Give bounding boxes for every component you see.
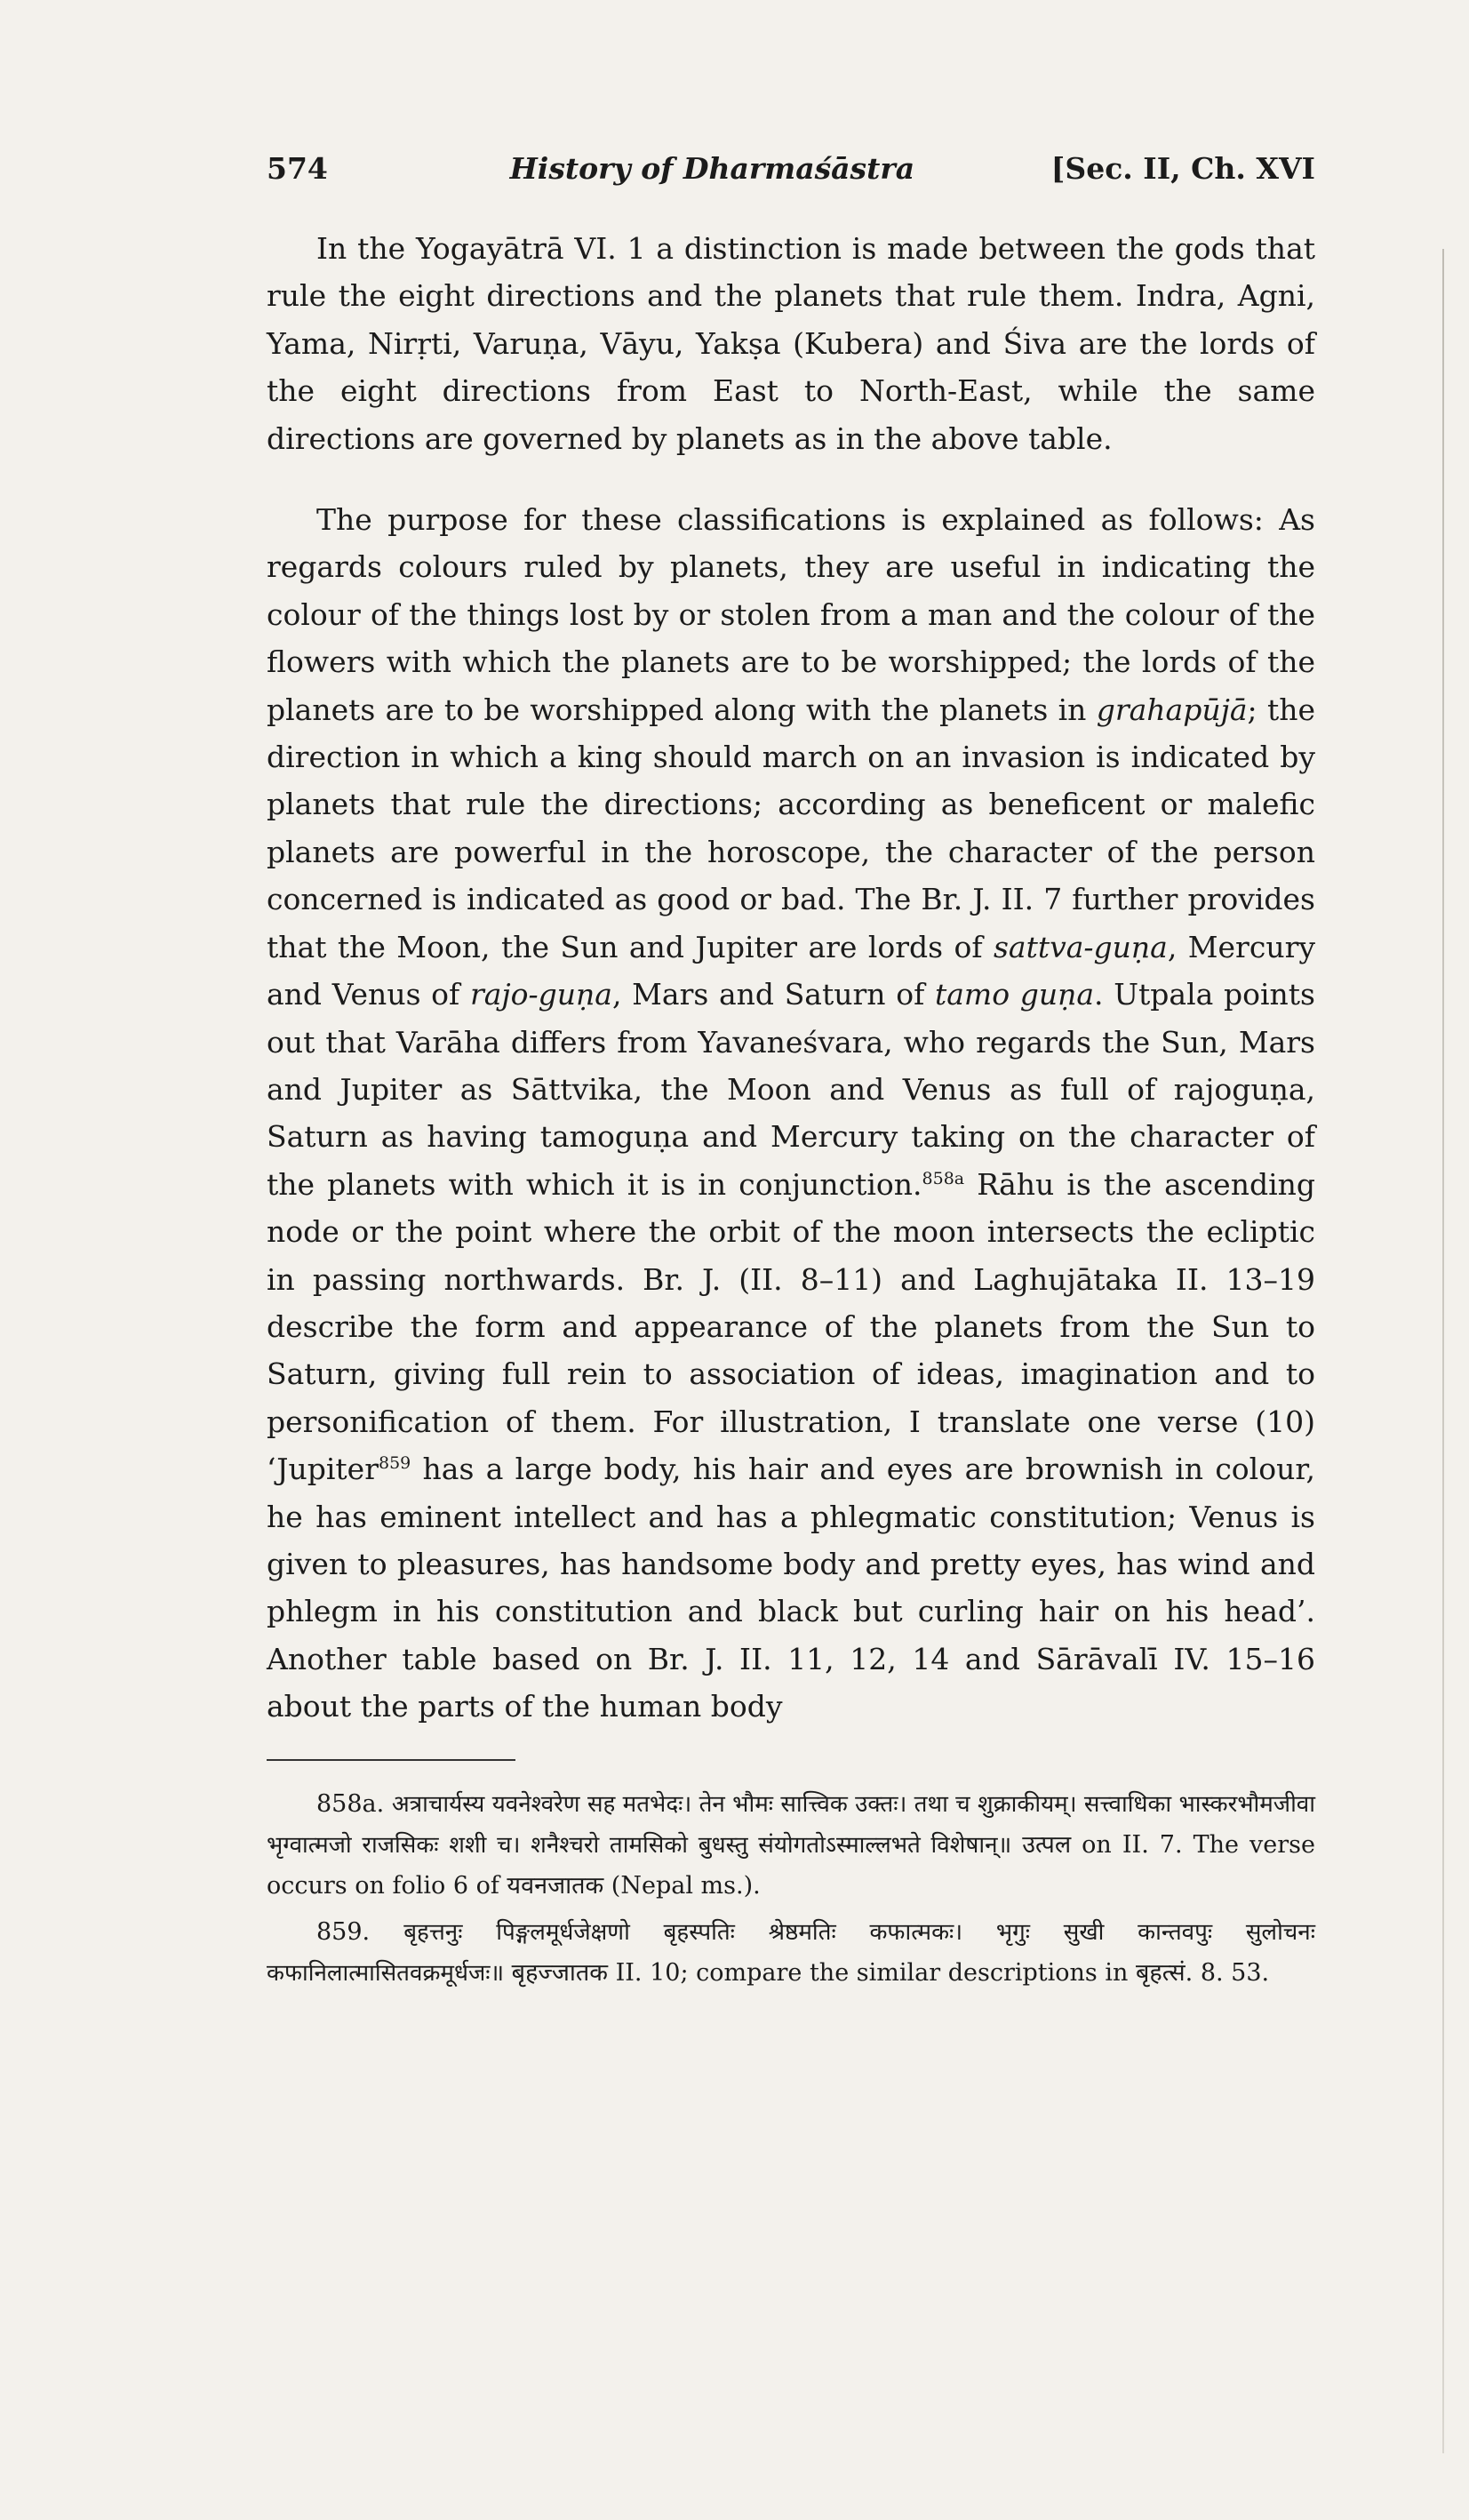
p2-text-a: The purpose for these classifications is explained as follows: As regards colours ruled by planets, they are useful in indicating the colour of the things lost by or stolen from a man and the colour of the flowers with which the planets are to be worshipped; the lords of the planets are to be worshipped along with the planets in xyxy=(267,502,1315,727)
p2-text-e: . Utpala points out that Varāha differs from Yavaneśvara, who regards the Sun, Mars and Jupiter as Sāttvika, the Moon and Venus as full of rajoguṇa, Saturn as having tamoguṇa and Mercury taking on the character of the planets with which it is in conjunction. xyxy=(267,977,1315,1202)
running-header xyxy=(267,151,1315,186)
book-page xyxy=(267,151,1315,1999)
footnote-ref-858a[interactable]: 858a xyxy=(922,1168,965,1188)
p2-text-d: , Mars and Saturn of xyxy=(611,977,935,1012)
term-rajo-guna: rajo-guṇa xyxy=(469,977,612,1012)
footnote-tail: उत्पल on II. 7. The verse occurs on folio 6 of यवनजातक (Nepal ms.). xyxy=(267,1830,1315,1900)
p2-text-f: Rāhu is the ascending node or the point where the orbit of the moon intersects the ecliptic in passing northwards. Br. J. (II. 8–11) and Laghujātaka II. 13–19 describe the form and appearance of the planets from the Sun to Saturn, giving full rein to association of ideas, imagination and to personification of them. For illustration, I translate one verse (10) ‘Jupiter xyxy=(267,1166,1316,1487)
section-reference: [Sec. II, Ch. XVI xyxy=(1050,151,1315,186)
footnote-divider xyxy=(267,1759,515,1761)
paragraph-1: In the Yogayātrā VI. 1 a distinction is made between the gods that rule the eight directions and the planets that rule them. Indra, Agni, Yama, Nirṛti, Varuṇa, Vāyu, Yakṣa (Kubera) and Śiva are the lords of the eight directions from East to North-East, while the same directions are governed by planets as in the above table. xyxy=(267,231,1315,456)
footnote-sanskrit: बृहत्तनुः पिङ्गलमूर्धजेक्षणो बृहस्पतिः श्रेष्ठमतिः कफात्मकः। भृगुः सुखी कान्तवपुः सुलोचनः कफानिलात्मासितवक्रमूर्धजः॥ xyxy=(267,1918,1315,1987)
p2-text-g: has a large body, his hair and eyes are brownish in colour, he has eminent intellect and has a phlegmatic constitution; Venus is given to pleasures, has handsome body and pretty eyes, has wind and phlegm in his constitution and black but curling hair on his head’. Another table based on Br. J. II. 11, 12, 14 and Sārāvalī IV. 15–16 about the parts of the human body xyxy=(267,1452,1315,1724)
p2-text-b: ; the direction in which a king should march on an invasion is indicated by planets that rule the directions; according as beneficent or malefic planets are powerful in the horoscope, the character of the person concerned is indicated as good or bad. The Br. J. II. 7 further provides that the Moon, the Sun and Jupiter are lords of xyxy=(267,692,1316,964)
paragraph-2 xyxy=(267,496,1315,1731)
main-text xyxy=(267,225,1315,1731)
footnote-859 xyxy=(267,1912,1315,1994)
term-tamo-guna: tamo guṇa xyxy=(934,977,1095,1012)
footnotes xyxy=(267,1784,1315,1994)
p2-text-c: , Mercury and Venus of xyxy=(267,929,1315,1012)
term-sattva-guna: sattva-guṇa xyxy=(993,929,1168,964)
page-number: 574 xyxy=(267,151,328,186)
footnote-sanskrit: अत्राचार्यस्य यवनेश्वरेण सह मतभेदः। तेन भौमः सात्त्विक उक्तः। तथा च शुक्राकीयम्। सत्त्वाधिका भास्करभौमजीवा भृग्वात्मजो राजसिकः शशी च। शनैश्चरो तामसिको बुधस्तु संयोगतोऽस्माल्लभते विशेषान्॥ xyxy=(267,1790,1315,1859)
footnote-label: 858a. xyxy=(316,1789,385,1818)
footnote-label: 859. xyxy=(316,1917,371,1946)
footnote-ref-859[interactable]: 859 xyxy=(378,1453,411,1474)
footnote-858a xyxy=(267,1784,1315,1907)
running-title: History of Dharmaśāstra xyxy=(509,151,915,186)
term-grahapuja: grahapūjā xyxy=(1096,692,1248,727)
page-gutter-shadow xyxy=(1442,249,1444,2453)
footnote-tail: बृहज्जातक II. 10; compare the similar descriptions in बृहत्सं. 8. 53. xyxy=(504,1958,1270,1987)
